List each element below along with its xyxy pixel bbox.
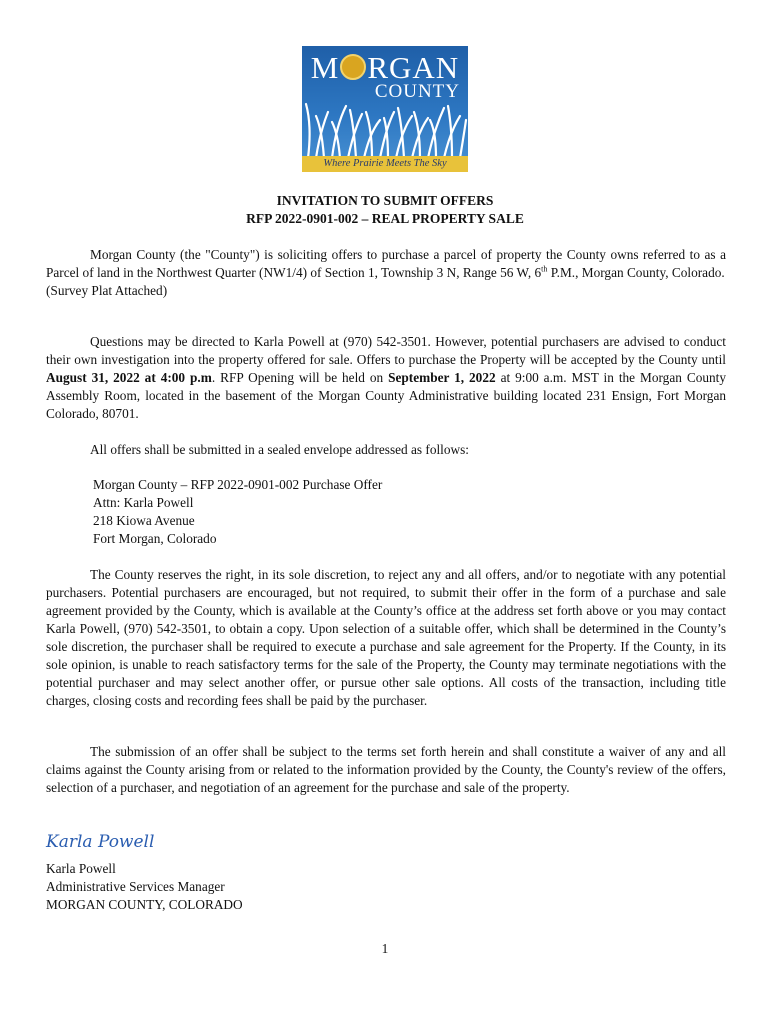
- document-heading: [0, 192, 770, 228]
- rfp-opening-date: September 1, 2022: [388, 370, 496, 385]
- offer-deadline: August 31, 2022 at 4:00 p.m: [46, 370, 212, 385]
- p1-superscript: th: [541, 264, 548, 274]
- paragraph-submission-instructions: [46, 441, 726, 459]
- p5-text: The submission of an offer shall be subject to the terms set forth herein and shall constitute a waiver of any and all claims against the County arising from or related to the information provided by the County, the County's review of the offers, selection of a purchaser, and negotiation of an agreement for the purchase and sale of the property.: [46, 744, 726, 795]
- logo-wordmark: [302, 52, 468, 84]
- p2-text-a: Questions may be directed to Karla Powell at (970) 542-3501. However, potential purchasers are advised to conduct their own investigation into the property offered for sale. Offers to purchase the Property will be accepted by the County until: [46, 334, 726, 367]
- p2-text-c: at 9:00 a.m. MST in the Morgan County Assembly Room, located in the basement of the Morgan County Administrative building located 231 Ensign, Fort Morgan Colorado, 80701.: [46, 370, 726, 421]
- p2-text-b: . RFP Opening will be held on: [211, 370, 389, 385]
- signatory-name: Karla Powell: [46, 861, 116, 876]
- heading-line-2: RFP 2022-0901-002 – REAL PROPERTY SALE: [246, 211, 524, 226]
- logo-tagline: Where Prairie Meets The Sky: [302, 156, 468, 172]
- address-line-1: Morgan County – RFP 2022-0901-002 Purchase Offer: [93, 477, 383, 492]
- p3-text: All offers shall be submitted in a sealed envelope addressed as follows:: [90, 442, 469, 457]
- paragraph-waiver: [46, 743, 726, 797]
- address-line-3: 218 Kiowa Avenue: [93, 513, 195, 528]
- logo-county-text: COUNTY: [374, 81, 460, 102]
- morgan-county-logo: [302, 46, 468, 172]
- page-number: 1: [381, 941, 389, 956]
- heading-line-1: INVITATION TO SUBMIT OFFERS: [276, 193, 494, 208]
- p4-text: The County reserves the right, in its sole discretion, to reject any and all offers, and/or to negotiate with any potential purchasers. Potential purchasers are encouraged, but not required, to submit their offer in the form of a purchase and sale agreement provided by the County, which is available at the County’s office at the address set forth above or you may contact Karla Powell, (970) 542-3501, to obtain a copy. Upon selection of a suitable offer, which shall be determined in the County’s sole discretion, the purchaser shall be required to execute a purchase and sale agreement for the Property. If the County, in its sole opinion, is unable to reach satisfactory terms for the sale of the Property, the County may terminate negotiations with the potential purchaser and may select another offer, or pursue other sale options. All costs of the transaction, including title charges, closing costs and recording fees shall be paid by the purchaser.: [46, 567, 726, 708]
- logo-letters-rgan: RGAN: [367, 50, 460, 85]
- signature-block: [46, 860, 243, 914]
- paragraph-county-rights: [46, 566, 726, 710]
- survey-plat-note: (Survey Plat Attached): [46, 283, 168, 298]
- paragraph-questions: [46, 333, 726, 423]
- address-line-2: Attn: Karla Powell: [93, 495, 194, 510]
- p1-text-b: P.M., Morgan County, Colorado.: [547, 265, 725, 280]
- signatory-organization: MORGAN COUNTY, COLORADO: [46, 897, 243, 912]
- logo-letter-m: M: [310, 50, 340, 85]
- county-seal-icon: [340, 54, 366, 80]
- handwritten-signature: Karla Powell: [46, 832, 155, 852]
- mailing-address: [93, 476, 382, 548]
- address-line-4: Fort Morgan, Colorado: [93, 531, 217, 546]
- p1-text-a: Morgan County (the "County") is soliciting offers to purchase a parcel of property the County owns referred to as a Parcel of land in the Northwest Quarter (NW1/4) of Section 1, Township 3 N, Range 56 W, 6: [46, 247, 726, 280]
- paragraph-solicitation: [46, 246, 726, 300]
- signatory-title: Administrative Services Manager: [46, 879, 225, 894]
